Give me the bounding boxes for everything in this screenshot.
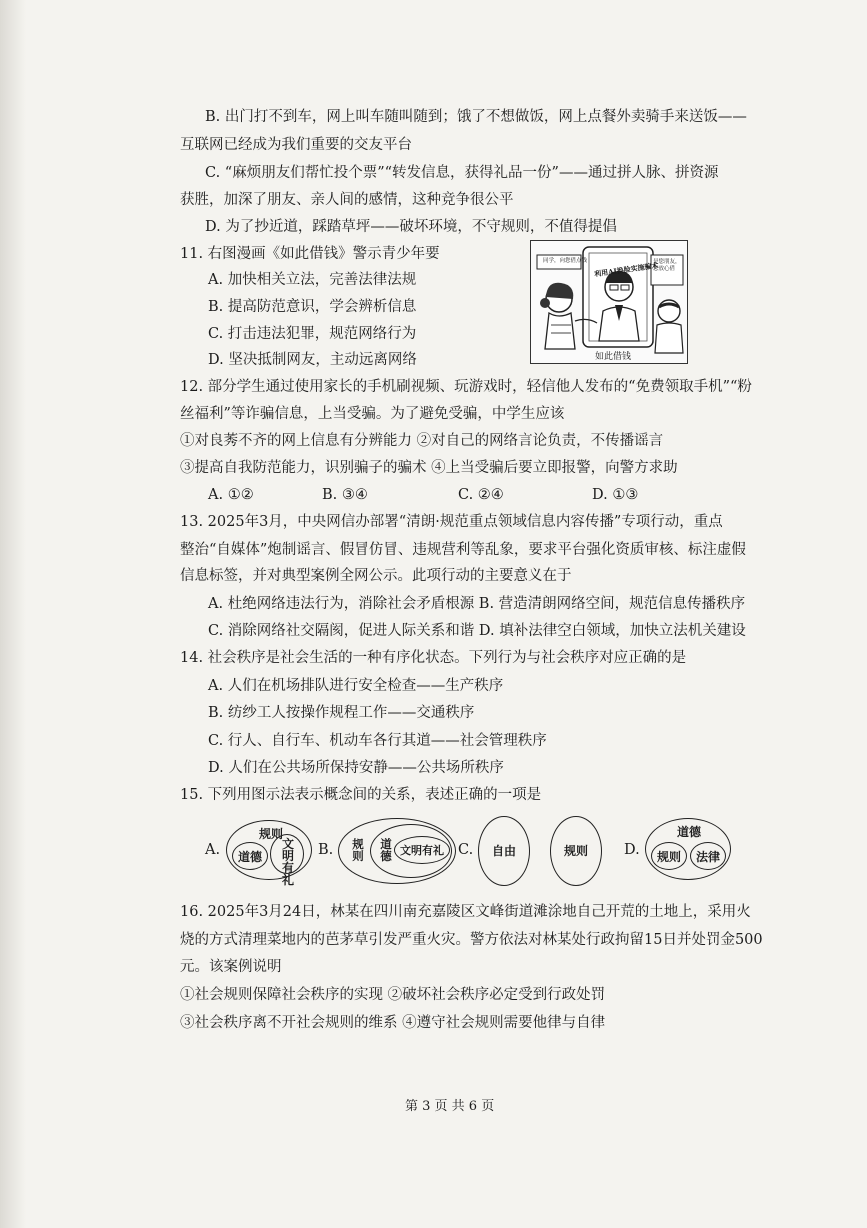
q12-option-b: B. ③④ [322, 487, 368, 503]
q12-option-c: C. ②④ [458, 487, 504, 503]
diagram-b-outer-label: 规则 [352, 837, 364, 863]
q11-option-b: B. 提高防范意识，学会辨析信息 [208, 299, 417, 315]
comic-caption: 如此借钱 [595, 352, 632, 362]
diagram-c-left-label: 自由 [492, 844, 517, 858]
q15-option-b-label: B. [318, 842, 334, 858]
q12-statements-line2: ③提高自我防范能力，识别骗子的骗术 ④上当受骗后要立即报警，向警方求助 [180, 460, 678, 476]
q12-statements-line1: ①对良莠不齐的网上信息有分辨能力 ②对自己的网络言论负责，不传播谣言 [180, 433, 664, 449]
q14-option-c: C. 行人、自行车、机动车各行其道——社会管理秩序 [208, 733, 547, 749]
q16-stem-line2: 烧的方式清理菜地内的芭茅草引发严重火灾。警方依法对林某处行政拘留15日并处罚金500 [180, 932, 763, 948]
q13-stem-line1: 13. 2025年3月，中央网信办部署“清朗·规范重点领域信息内容传播”专项行动，重点 [180, 514, 723, 530]
q11-option-c: C. 打击违法犯罪，规范网络行为 [208, 326, 417, 342]
q15-option-c-label: C. [458, 842, 474, 858]
q12-stem-line1: 12. 部分学生通过使用家长的手机刷视频、玩游戏时，轻信他人发布的“免费领取手机”“粉 [180, 379, 752, 395]
diagram-a-inner-label-1: 道德 [238, 850, 263, 864]
diagram-d-inner-label-2: 法律 [696, 850, 721, 864]
q14-stem: 14. 社会秩序是社会生活的一种有序化状态。下列行为与社会秩序对应正确的是 [180, 650, 687, 666]
page-number-footer: 第 3 页 共 6 页 [405, 1099, 495, 1114]
diagram-c-right-label: 规则 [564, 844, 589, 858]
q12-option-a: A. ①② [208, 487, 254, 503]
diagram-b-middle-label: 道德 [380, 837, 392, 863]
q15-stem: 15. 下列用图示法表示概念间的关系，表述正确的一项是 [180, 787, 542, 803]
q15-option-a-label: A. [205, 842, 221, 858]
q10-option-b-line1: B. 出门打不到车，网上叫车随叫随到；饿了不想做饭，网上点餐外卖骑手来送饭—— [205, 109, 747, 125]
q13-stem-line2: 整治“自媒体”炮制谣言、假冒仿冒、违规营利等乱象，要求平台强化资质审核、标注虚假 [180, 542, 746, 558]
q14-option-d: D. 人们在公共场所保持安静——公共场所秩序 [208, 760, 504, 776]
comic-sign-left: 同学，向您借点钱 [543, 258, 588, 264]
diagram-a-inner-label-2: 文明有礼 [281, 837, 294, 887]
q10-option-d: D. 为了抄近道，踩踏草坪——破坏环境，不守规则，不值得提倡 [205, 219, 617, 235]
q11-option-d: D. 坚决抵制网友，主动远离网络 [208, 352, 417, 368]
comic-illustration [530, 240, 688, 364]
q12-option-d: D. ①③ [592, 487, 639, 503]
q10-option-b-line2: 互联网已经成为我们重要的交友平台 [180, 137, 412, 153]
q16-statements-line2: ③社会秩序离不开社会规则的维系 ④遵守社会规则需要他律与自律 [180, 1015, 606, 1031]
q10-option-c-line1: C. “麻烦朋友们帮忙投个票”“转发信息，获得礼品一份”——通过拼人脉、拼资源 [205, 165, 719, 181]
q10-option-c-line2: 获胜，加深了朋友、亲人间的感情，这种竞争很公平 [180, 192, 514, 208]
comic-sign-right: 是您朋友，您放心借 [653, 259, 681, 272]
diagram-d-inner-label-1: 规则 [657, 850, 682, 864]
q13-options-cd: C. 消除网络社交隔阂，促进人际关系和谐 D. 填补法律空白领域，加快立法机关建设 [208, 623, 746, 639]
q14-option-b: B. 纺纱工人按操作规程工作——交通秩序 [208, 705, 475, 721]
q12-stem-line2: 丝福利”等诈骗信息，上当受骗。为了避免受骗，中学生应该 [180, 406, 565, 422]
q16-stem-line3: 元。该案例说明 [180, 959, 282, 975]
diagram-a-outer-label: 规则 [259, 827, 284, 841]
q16-statements-line1: ①社会规则保障社会秩序的实现 ②破坏社会秩序必定受到行政处罚 [180, 987, 606, 1003]
q11-stem: 11. 右图漫画《如此借钱》警示青少年要 [180, 246, 440, 262]
q15-option-d-label: D. [624, 842, 640, 858]
comic-sign-center: 利用AI换脸实施骗术 [593, 260, 659, 279]
q16-stem-line1: 16. 2025年3月24日，林某在四川南充嘉陵区文峰街道滩涂地自己开荒的土地上，采用火 [180, 904, 751, 920]
q11-option-a: A. 加快相关立法，完善法律法规 [208, 272, 417, 288]
diagram-d-outer-label: 道德 [677, 825, 702, 839]
diagram-b-inner-label: 文明有礼 [400, 844, 444, 857]
scan-shadow [0, 0, 26, 1228]
q13-options-ab: A. 杜绝网络违法行为，消除社会矛盾根源 B. 营造清朗网络空间，规范信息传播秩序 [208, 596, 746, 612]
q13-stem-line3: 信息标签，并对典型案例全网公示。此项行动的主要意义在于 [180, 568, 572, 584]
q14-option-a: A. 人们在机场排队进行安全检查——生产秩序 [208, 678, 504, 694]
